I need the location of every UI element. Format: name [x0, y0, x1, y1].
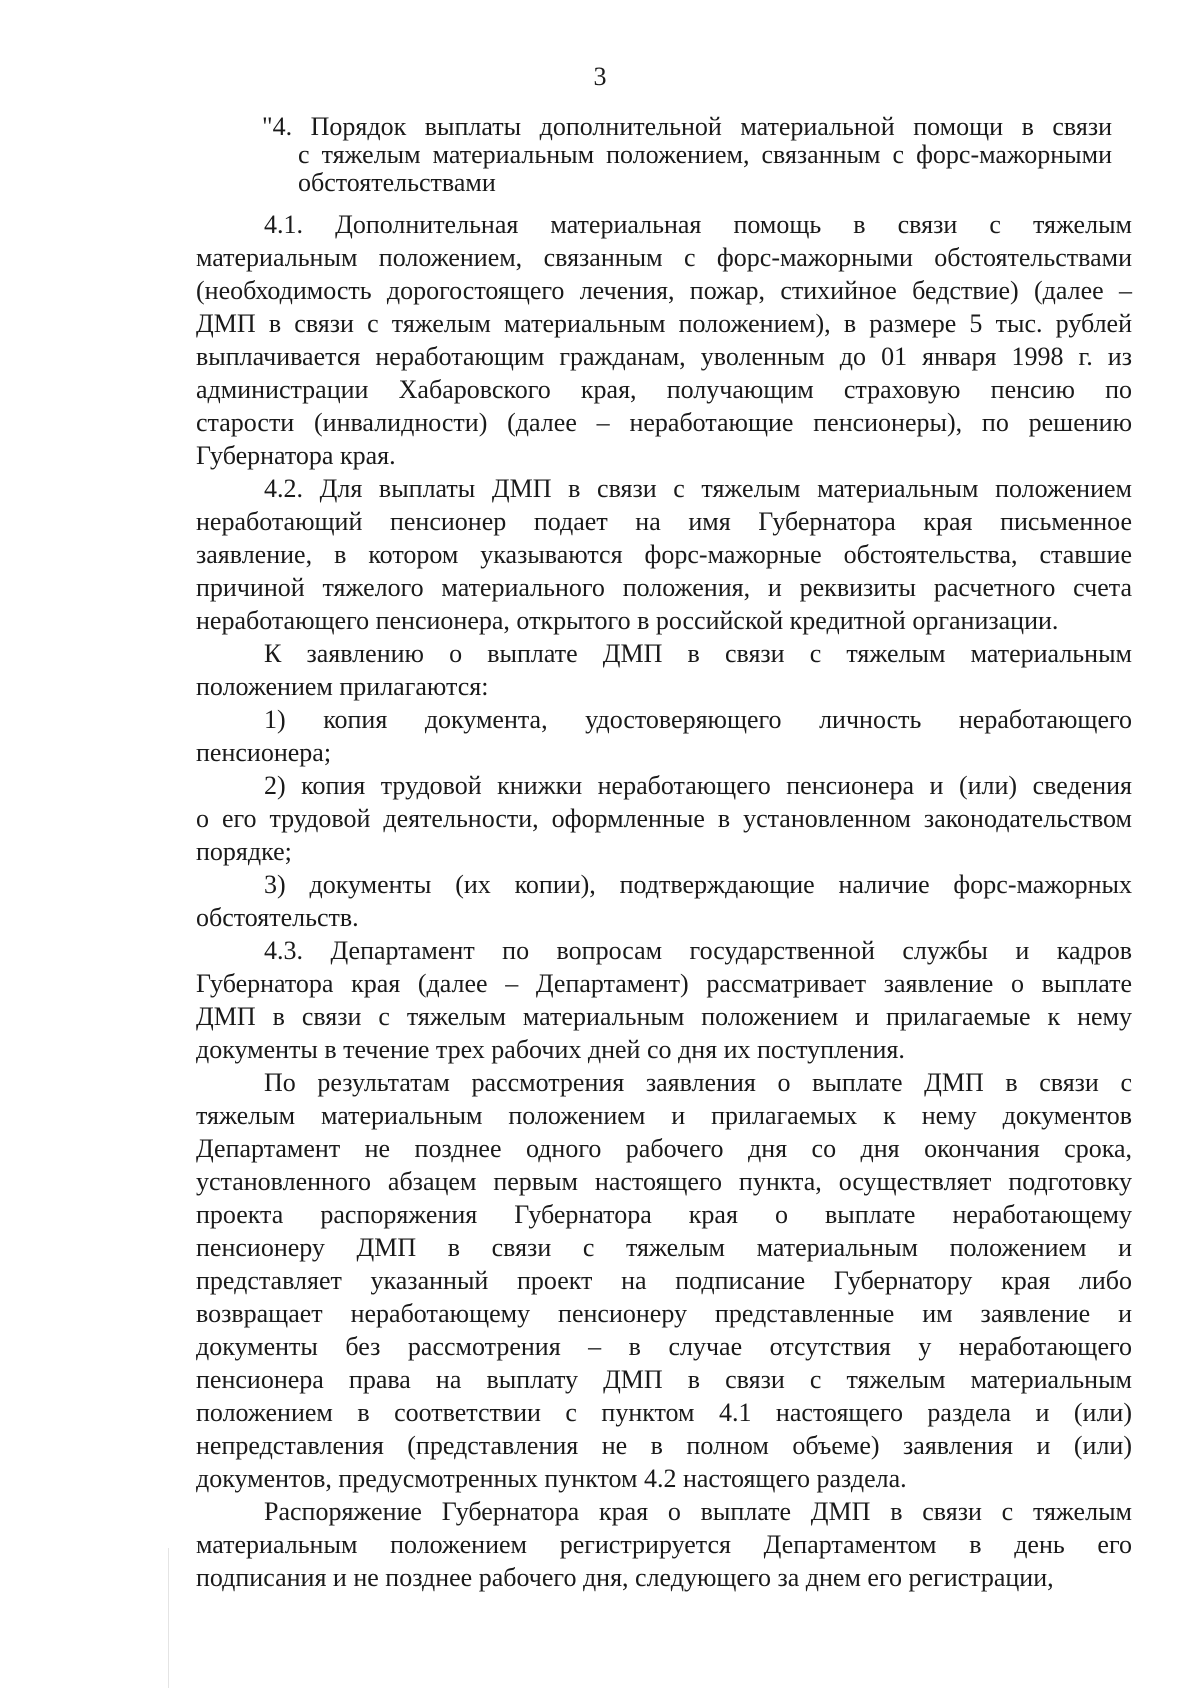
text-line: 4.1. Дополнительная материальная помощь в связи с тяжелым	[264, 210, 1132, 239]
paragraph-p-results	[196, 1066, 1132, 1495]
scan-edge-line	[168, 1548, 169, 1688]
text-line: возвращает неработающему пенсионеру представленные им заявление и	[196, 1299, 1132, 1328]
text-line: Губернатора края.	[196, 441, 396, 470]
text-line: порядке;	[196, 837, 292, 866]
text-line: администрации Хабаровского края, получающим страховую пенсию по	[196, 375, 1132, 404]
paragraph-p-item-2	[196, 769, 1132, 868]
text-line: документов, предусмотренных пунктом 4.2 настоящего раздела.	[196, 1464, 907, 1493]
text-line: Департамент не позднее одного рабочего дня со дня окончания срока,	[196, 1134, 1132, 1163]
text-line: выплачивается неработающим гражданам, уволенным до 01 января 1998 г. из	[196, 342, 1132, 371]
text-line: обстоятельств.	[196, 903, 359, 932]
text-line: Губернатора края (далее – Департамент) рассматривает заявление о выплате	[196, 969, 1132, 998]
document-body	[196, 208, 1132, 1594]
text-line: 3) документы (их копии), подтверждающие наличие форс-мажорных	[264, 870, 1132, 899]
text-line: 1) копия документа, удостоверяющего личность неработающего	[264, 705, 1132, 734]
paragraph-p-item-1	[196, 703, 1132, 769]
paragraph-p-attachments	[196, 637, 1132, 703]
text-line: материальным положением, связанным с форс-мажорными обстоятельствами	[196, 243, 1132, 272]
text-line: 2) копия трудовой книжки неработающего пенсионера и (или) сведения	[264, 771, 1132, 800]
heading-line: с тяжелым материальным положением, связанным с форс-мажорными	[298, 140, 1112, 169]
text-line: представляет указанный проект на подписание Губернатору края либо	[196, 1266, 1132, 1295]
text-line: неработающего пенсионера, открытого в российской кредитной организации.	[196, 606, 1059, 635]
text-line: проекта распоряжения Губернатора края о выплате неработающему	[196, 1200, 1132, 1229]
text-line: тяжелым материальным положением и прилагаемых к нему документов	[196, 1101, 1132, 1130]
text-line: ДМП в связи с тяжелым материальным положением и прилагаемые к нему	[196, 1002, 1132, 1031]
paragraph-p-4-1	[196, 208, 1132, 472]
paragraph-p-order	[196, 1495, 1132, 1594]
text-line: 4.2. Для выплаты ДМП в связи с тяжелым материальным положением	[264, 474, 1132, 503]
text-line: положением в соответствии с пунктом 4.1 настоящего раздела и (или)	[196, 1398, 1132, 1427]
text-line: (необходимость дорогостоящего лечения, пожар, стихийное бедствие) (далее –	[196, 276, 1132, 305]
text-line: подписания и не позднее рабочего дня, следующего за днем его регистрации,	[196, 1563, 1054, 1592]
text-line: о его трудовой деятельности, оформленные в установленном законодательством	[196, 804, 1132, 833]
text-line: установленного абзацем первым настоящего пункта, осуществляет подготовку	[196, 1167, 1132, 1196]
paragraph-p-item-3	[196, 868, 1132, 934]
page-number: 3	[593, 62, 607, 91]
text-line: причиной тяжелого материального положения, и реквизиты расчетного счета	[196, 573, 1132, 602]
text-line: документы без рассмотрения – в случае отсутствия у неработающего	[196, 1332, 1132, 1361]
heading-line: "4. Порядок выплаты дополнительной материальной помощи в связи	[262, 112, 1112, 141]
text-line: неработающий пенсионер подает на имя Губернатора края письменное	[196, 507, 1132, 536]
paragraph-p-4-3	[196, 934, 1132, 1066]
text-line: старости (инвалидности) (далее – неработающие пенсионеры), по решению	[196, 408, 1132, 437]
text-line: пенсионеру ДМП в связи с тяжелым материальным положением и	[196, 1233, 1132, 1262]
heading-line: обстоятельствами	[298, 168, 496, 197]
text-line: По результатам рассмотрения заявления о выплате ДМП в связи с	[264, 1068, 1132, 1097]
text-line: Распоряжение Губернатора края о выплате ДМП в связи с тяжелым	[264, 1497, 1132, 1526]
text-line: пенсионера права на выплату ДМП в связи с тяжелым материальным	[196, 1365, 1132, 1394]
text-line: материальным положением регистрируется Департаментом в день его	[196, 1530, 1132, 1559]
text-line: положением прилагаются:	[196, 672, 489, 701]
text-line: пенсионера;	[196, 738, 332, 767]
text-line: К заявлению о выплате ДМП в связи с тяжелым материальным	[264, 639, 1132, 668]
text-line: непредставления (представления не в полном объеме) заявления и (или)	[196, 1431, 1132, 1460]
text-line: заявление, в котором указываются форс-мажорные обстоятельства, ставшие	[196, 540, 1132, 569]
paragraph-p-4-2	[196, 472, 1132, 637]
text-line: 4.3. Департамент по вопросам государственной службы и кадров	[264, 936, 1132, 965]
text-line: ДМП в связи с тяжелым материальным положением), в размере 5 тыс. рублей	[196, 309, 1132, 338]
section-heading	[262, 113, 1112, 197]
text-line: документы в течение трех рабочих дней со дня их поступления.	[196, 1035, 905, 1064]
